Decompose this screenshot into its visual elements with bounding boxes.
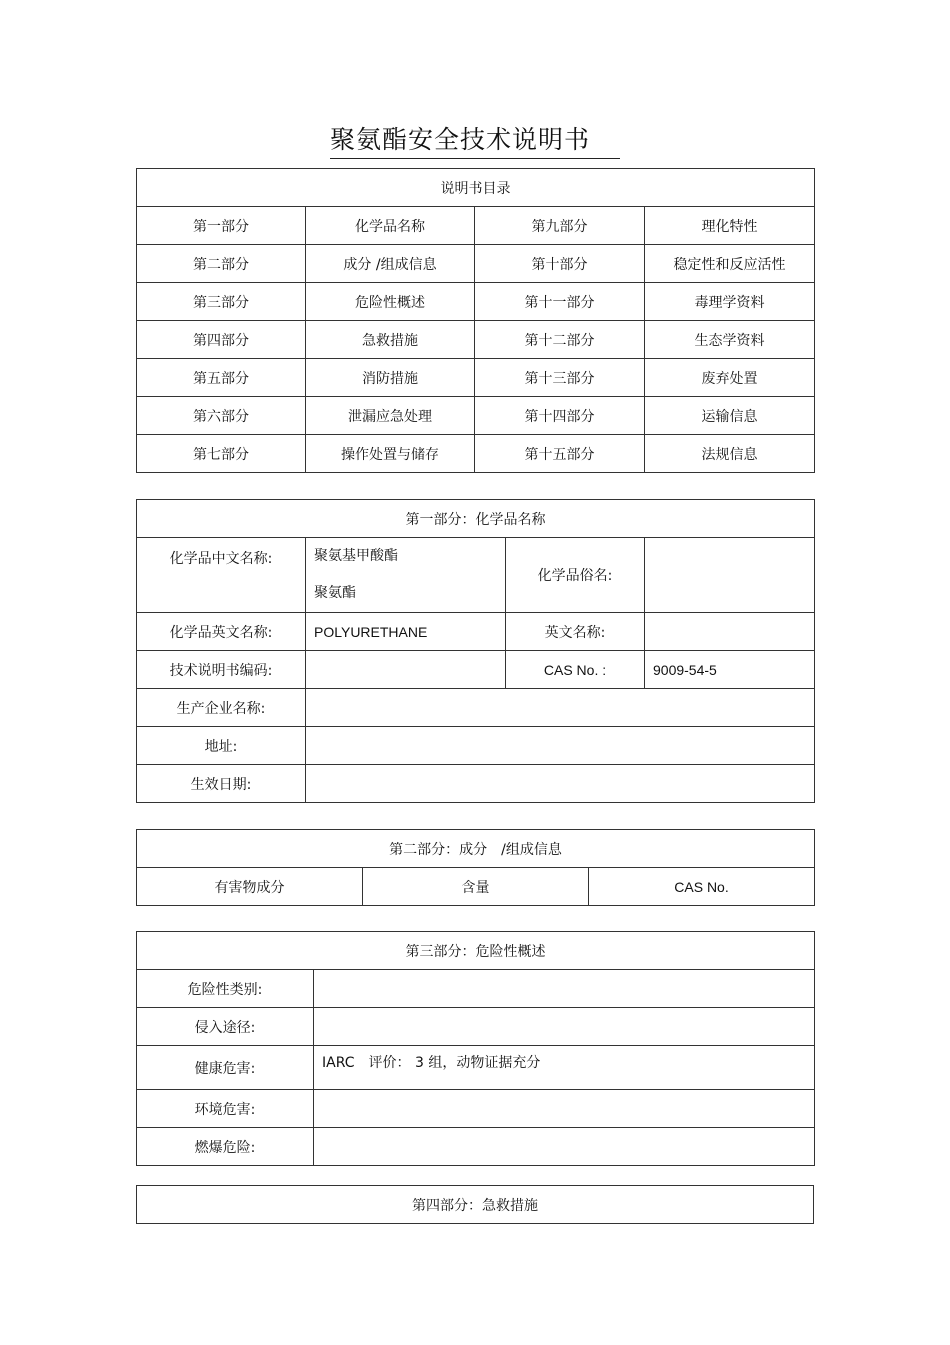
hazard-row	[137, 1090, 815, 1128]
toc-row	[137, 397, 815, 435]
toc-cell: 第六部分	[137, 397, 306, 435]
toc-cell: 第十一部分	[475, 283, 645, 321]
toc-cell: 第三部分	[137, 283, 306, 321]
cas-value: 9009-54-5	[645, 651, 815, 689]
toc-cell: 第七部分	[137, 435, 306, 473]
tech-code-label: 技术说明书编码:	[137, 651, 306, 689]
part2-table	[136, 829, 815, 906]
common-name-value	[645, 538, 815, 613]
hazard-label: 健康危害:	[137, 1046, 314, 1090]
address-label: 地址:	[137, 727, 306, 765]
toc-cell: 第十三部分	[475, 359, 645, 397]
toc-table	[136, 168, 815, 473]
manufacturer-label: 生产企业名称:	[137, 689, 306, 727]
toc-row	[137, 359, 815, 397]
toc-cell: 第十二部分	[475, 321, 645, 359]
hazard-label: 侵入途径:	[137, 1008, 314, 1046]
toc-cell: 第九部分	[475, 207, 645, 245]
cn-name-label: 化学品中文名称:	[137, 538, 306, 613]
hazard-value	[314, 970, 815, 1008]
part2-header: 第二部分：成分 /组成信息	[137, 830, 815, 868]
hazard-label: 燃爆危险:	[137, 1128, 314, 1166]
en-name-value: POLYURETHANE	[306, 613, 506, 651]
cn-name-value	[306, 538, 506, 613]
cn-name-line-2: 聚氨酯	[314, 585, 356, 601]
toc-cell: 成分 /组成信息	[306, 245, 475, 283]
part1-header: 第一部分：化学品名称	[137, 500, 815, 538]
hazard-row	[137, 1128, 815, 1166]
effective-date-value	[306, 765, 815, 803]
hazard-label: 危险性类别:	[137, 970, 314, 1008]
hazard-value: IARC 评价： 3 组，动物证据充分	[314, 1046, 815, 1090]
toc-cell: 化学品名称	[306, 207, 475, 245]
part2-col-substance: 有害物成分	[137, 868, 363, 906]
toc-cell: 理化特性	[645, 207, 815, 245]
toc-cell: 第五部分	[137, 359, 306, 397]
toc-row	[137, 435, 815, 473]
part3-header: 第三部分：危险性概述	[137, 932, 815, 970]
toc-cell: 废弃处置	[645, 359, 815, 397]
cas-label: CAS No. :	[506, 651, 645, 689]
toc-cell: 急救措施	[306, 321, 475, 359]
part4-table	[136, 1185, 814, 1224]
toc-cell: 运输信息	[645, 397, 815, 435]
document-title: 聚氨酯安全技术说明书	[330, 122, 620, 159]
effective-date-label: 生效日期:	[137, 765, 306, 803]
hazard-row	[137, 1046, 815, 1090]
toc-row	[137, 207, 815, 245]
en-name2-label: 英文名称:	[506, 613, 645, 651]
toc-header: 说明书目录	[137, 169, 815, 207]
part2-col-cas: CAS No.	[589, 868, 815, 906]
toc-cell: 毒理学资料	[645, 283, 815, 321]
part3-table	[136, 931, 815, 1166]
toc-cell: 第十五部分	[475, 435, 645, 473]
cn-name-line-1: 聚氨基甲酸酯	[314, 548, 398, 564]
en-name-label: 化学品英文名称:	[137, 613, 306, 651]
manufacturer-value	[306, 689, 815, 727]
toc-row	[137, 283, 815, 321]
hazard-value	[314, 1008, 815, 1046]
toc-cell: 危险性概述	[306, 283, 475, 321]
hazard-row	[137, 1008, 815, 1046]
hazard-label: 环境危害:	[137, 1090, 314, 1128]
toc-cell: 稳定性和反应活性	[645, 245, 815, 283]
part2-col-content: 含量	[363, 868, 589, 906]
part1-table	[136, 499, 815, 803]
hazard-value	[314, 1128, 815, 1166]
toc-cell: 第一部分	[137, 207, 306, 245]
toc-cell: 操作处置与储存	[306, 435, 475, 473]
common-name-label: 化学品俗名:	[506, 538, 645, 613]
toc-row	[137, 245, 815, 283]
toc-cell: 法规信息	[645, 435, 815, 473]
hazard-value	[314, 1090, 815, 1128]
toc-row	[137, 321, 815, 359]
hazard-row	[137, 970, 815, 1008]
toc-cell: 生态学资料	[645, 321, 815, 359]
toc-cell: 泄漏应急处理	[306, 397, 475, 435]
toc-cell: 第十四部分	[475, 397, 645, 435]
toc-cell: 第十部分	[475, 245, 645, 283]
toc-cell: 第二部分	[137, 245, 306, 283]
en-name2-value	[645, 613, 815, 651]
toc-cell: 第四部分	[137, 321, 306, 359]
toc-cell: 消防措施	[306, 359, 475, 397]
part4-header: 第四部分：急救措施	[137, 1186, 814, 1224]
address-value	[306, 727, 815, 765]
tech-code-value	[306, 651, 506, 689]
